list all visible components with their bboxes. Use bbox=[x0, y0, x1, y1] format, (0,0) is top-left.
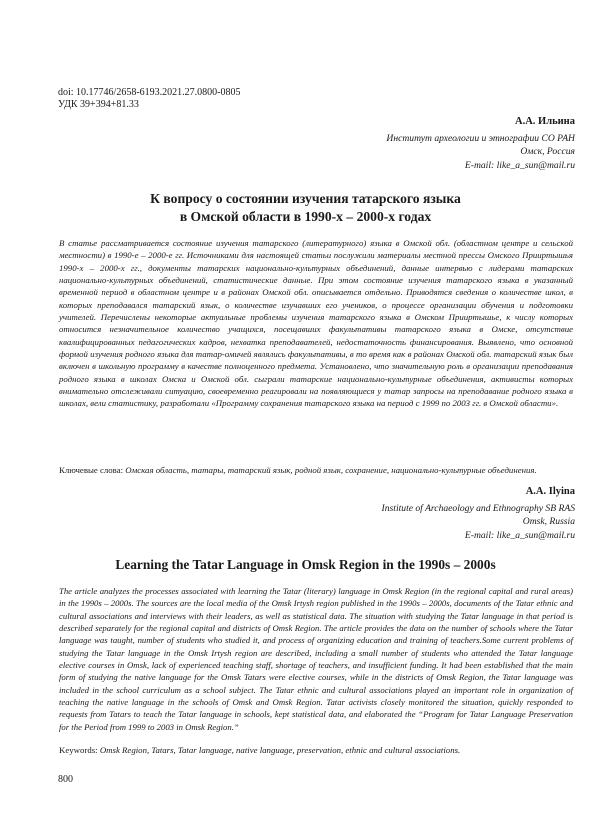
keywords-ru bbox=[59, 464, 573, 477]
article-meta bbox=[58, 87, 241, 111]
keywords-text-ru: Омская область, татары, татарский язык, родной язык, сохранение, национально-культурные объединения. bbox=[125, 465, 537, 475]
title-line-2: в Омской области в 1990-х – 2000-х годах bbox=[179, 208, 432, 224]
affiliation-email-ru: E-mail: like_a_sun@mail.ru bbox=[464, 159, 575, 171]
udk-line: УДК 39+394+81.33 bbox=[58, 99, 139, 110]
author-name-en: A.A. Ilyina bbox=[525, 486, 575, 497]
affiliation-city-ru: Омск, Россия bbox=[520, 146, 575, 158]
title-line-1: К вопросу о состоянии изучения татарского языка bbox=[150, 191, 461, 206]
keywords-label-en: Keywords: bbox=[59, 745, 98, 755]
keywords-text-en: Omsk Region, Tatars, Tatar language, native language, preservation, ethnic and cultural associations. bbox=[99, 745, 461, 755]
article-title-ru bbox=[40, 190, 571, 225]
article-title-en: Learning the Tatar Language in Omsk Region in the 1990s – 2000s bbox=[115, 557, 496, 572]
keywords-label-ru: Ключевые слова: bbox=[59, 465, 124, 475]
page-number: 800 bbox=[58, 774, 73, 785]
affiliation-en bbox=[382, 502, 575, 542]
abstract-en: The article analyzes the processes associated with learning the Tatar (literary) language in Omsk Region (in the regional capital and rural areas) in the 1990s – 2000s. The sources are the local media of the Omsk Irtysh region published in the 1990s – 2000s, documents of the Tatar ethnic and cultural associations and interviews with their leaders, as well as statistical data. The situation with studying the Tatar language in that period is described separately for the regional capital and districts of Omsk Region. The article provides the data on the number of schools where the Tatar language was taught, number of students who studied it, and process of organizing education and training of teachers.Some current problems of studying the Tatar language in the Omsk Irtysh region are described, including a small number of students who attended the Tatar language elective courses in Omsk, lack of experienced teaching staff, shortage of teachers, and insufficient funding. It had been established that the main form of studying the native language for the Omsk Tatars were elective courses, while in the districts of Omsk Region, the Tatar language was included in the school curriculum as a school subject. The Tatar ethnic and cultural associations played an important role in organization of teaching the native language in the schools of Omsk and Omsk Region. Tatar activists closely monitored the situation, quickly responded to requests from Tatars to teach the Tatar language in schools, kept statistical data, and elaborated the “Program for Tatar Language Preservation for the Period from 1999 to 2003 in Omsk Region.” bbox=[59, 586, 573, 732]
affiliation-institute-ru: Институт археологии и этнографии СО РАН bbox=[386, 133, 575, 144]
affiliation-ru bbox=[386, 132, 575, 172]
doi-line: doi: 10.17746/2658-6193.2021.27.0800-0805 bbox=[58, 87, 241, 98]
affiliation-email-en: E-mail: like_a_sun@mail.ru bbox=[464, 529, 575, 541]
affiliation-city-en: Omsk, Russia bbox=[522, 516, 575, 528]
author-name-ru: А.А. Ильина bbox=[514, 116, 575, 127]
affiliation-institute-en: Institute of Archaeology and Ethnography SB RAS bbox=[381, 503, 575, 514]
keywords-en bbox=[59, 744, 573, 756]
abstract-ru: В статье рассматривается состояние изучения татарского (литературного) языка в Омской обл. (областном центре и сельской местности) в 1990-е – 2000-е гг. Источниками для настоящей статьи послужили материалы местной прессы Омского Прииртышья 1990-х – 2000-х гг., документы татарских национально-культурных объединений, данные интервью с лидерами татарских национально-культурных объединений, статистические данные. При этом состояние изучения татарского языка в указанный временной период в областном центре и в районах Омской обл. описывается отдельно. Приводятся сведения о количестве школ, в которых преподавался татарский язык, о количестве изучавших его учеников, о процессе организации обучения и подготовки учителей. Перечислены некоторые актуальные проблемы изучения татарского языка в Омском Прииртышье, к числу которых относится незначительное количество учащихся, посещавших факультативы татарского языка в Омске, отсутствие квалифицированных педагогических кадров, нехватка преподавателей, недостаточность финансирования. Выявлено, что основной формой изучения родного языка для татар-омичей являлись факультативы, в то время как в районах Омской обл. татарский язык был включен в школьную программу в качестве полноценного предмета. Установлено, что значительную роль в организации преподавания родного языка в школах Омска и Омской обл. сыграли татарские национально-культурные объединения, активисты которых внимательно отслеживали ситуацию, своевременно реагировали на появляющиеся у татар запросы на преподавание родного языка в школах, вели статистику, разработали «Программу сохранения татарского языка на период с 1999 по 2003 гг. в Омской области». bbox=[59, 238, 573, 409]
